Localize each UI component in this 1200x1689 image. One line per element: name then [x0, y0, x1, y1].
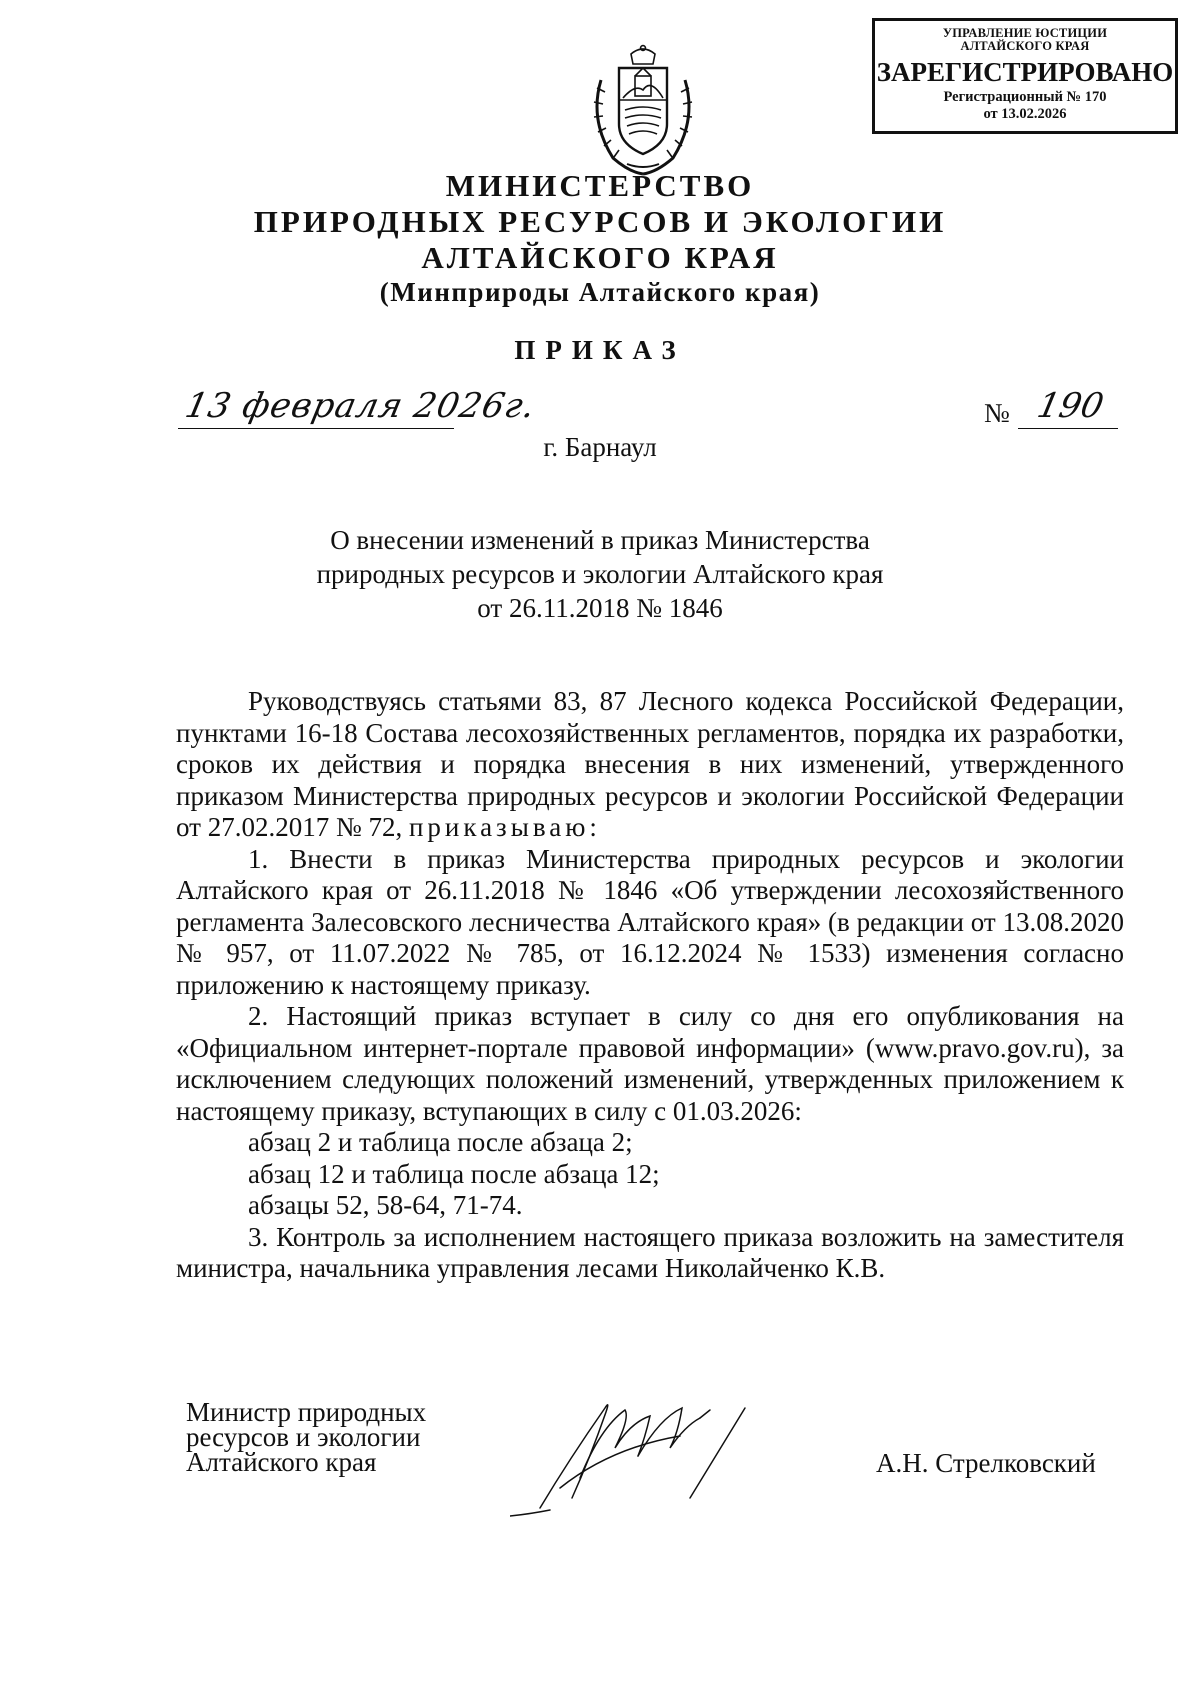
handwritten-signature-icon — [510, 1388, 780, 1518]
item-1-paragraph: 1. Внести в приказ Министерства природных ресурсов и экологии Алтайского края от 26.11.2018 № 1846 «Об утверждении лесохозяйственного регламента Залесовского лесничества Алтайского края» (в редакции от 13.08.2020 № 957, от 11.07.2022 № 785, от 16.12.2024 № 1533) изменения согласно приложению к настоящему приказу. — [176, 843, 1124, 1000]
item-3-paragraph: 3. Контроль за исполнением настоящего приказа возложить на заместителя министра, начальника управления лесами Николайченко К.В. — [176, 1221, 1124, 1283]
order-word: приказываю: — [408, 812, 601, 842]
order-body — [176, 686, 1124, 1285]
date-underline — [178, 428, 454, 429]
subject-line-1: О внесении изменений в приказ Министерства — [330, 525, 870, 555]
item-2-subitem-3: абзацы 52, 58-64, 71-74. — [248, 1190, 523, 1220]
signer-position-line-2: ресурсов и экологии — [186, 1422, 421, 1452]
order-number-label: № — [984, 398, 1010, 428]
stamp-reg-number: Регистрационный № 170 — [943, 89, 1107, 105]
document-type-title: ПРИКАЗ — [514, 335, 686, 365]
stamp-line-1: УПРАВЛЕНИЕ ЮСТИЦИИ — [942, 26, 1108, 40]
preamble-text: Руководствуясь статьями 83, 87 Лесного кодекса Российской Федерации, пунктами 16-18 Состава лесохозяйственных регламентов, порядка их разработки, сроков их действия и порядка внесения в них изменений, утвержденного приказом Министерства природных ресурсов и экологии Российской Федерации от 27.02.2017 № 72, — [176, 686, 1124, 842]
altai-krai-coat-of-arms-icon — [583, 40, 703, 176]
issue-city: г. Барнаул — [543, 432, 657, 462]
stamp-status: ЗАРЕГИСТРИРОВАНО — [876, 57, 1174, 87]
signer-position-line-3: Алтайского края — [186, 1447, 377, 1477]
number-underline — [1018, 428, 1118, 429]
ministry-title-line-2: ПРИРОДНЫХ РЕСУРСОВ И ЭКОЛОГИИ — [253, 204, 947, 239]
order-subject — [0, 523, 1200, 625]
order-number-handwritten: 190 — [1033, 386, 1108, 426]
ministry-short-name: (Минприроды Алтайского края) — [379, 277, 821, 307]
stamp-line-2: АЛТАЙСКОГО КРАЯ — [960, 39, 1090, 53]
order-date-handwritten: 13 февраля 2026г. — [181, 386, 540, 426]
signer-position-line-1: Министр природных — [186, 1397, 427, 1427]
subject-line-3: от 26.11.2018 № 1846 — [477, 593, 723, 623]
signer-position — [186, 1397, 427, 1477]
ministry-title-line-1: МИНИСТЕРСТВО — [445, 168, 755, 203]
subject-line-2: природных ресурсов и экологии Алтайского края — [316, 559, 884, 589]
item-2-subitem-2: абзац 12 и таблица после абзаца 12; — [248, 1158, 660, 1189]
ministry-title-line-3: АЛТАЙСКОГО КРАЯ — [421, 240, 779, 275]
registration-stamp — [872, 18, 1178, 134]
signer-name: А.Н. Стрелковский — [876, 1448, 1096, 1478]
stamp-reg-date: от 13.02.2026 — [983, 106, 1067, 122]
item-2-subitem-1: абзац 2 и таблица после абзаца 2; — [248, 1127, 633, 1157]
item-2-paragraph: 2. Настоящий приказ вступает в силу со дня его опубликования на «Официальном интернет-портале правовой информации» (www.pravo.gov.ru), за исключением следующих положений изменений, утвержденных приложением к настоящему приказу, вступающих в силу с 01.03.2026: — [176, 1001, 1124, 1126]
preamble-paragraph — [176, 686, 1124, 844]
